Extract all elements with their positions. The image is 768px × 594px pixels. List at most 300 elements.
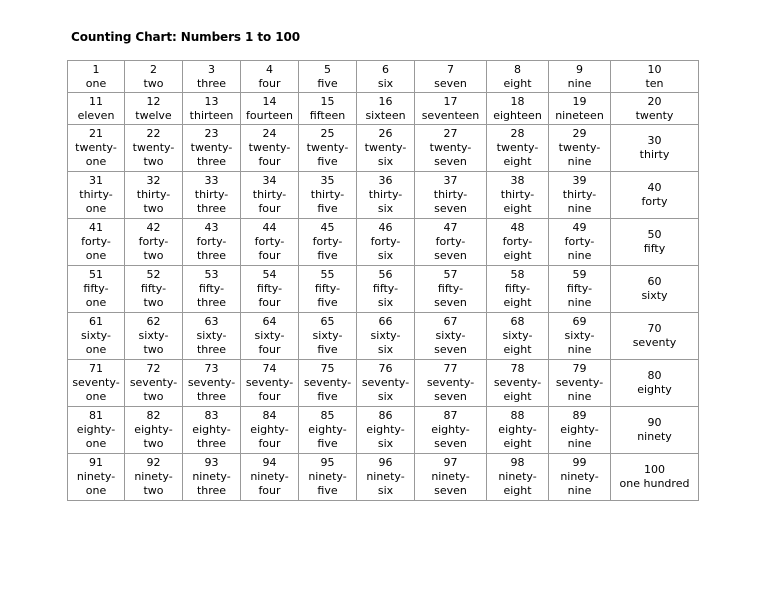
number-word: fifty bbox=[643, 242, 666, 255]
number-word: three bbox=[196, 484, 227, 497]
number-digit: 94 bbox=[262, 456, 277, 469]
number-word: eleven bbox=[77, 108, 115, 122]
number-cell bbox=[549, 360, 611, 407]
counting-chart bbox=[67, 60, 699, 501]
number-word: two bbox=[143, 343, 164, 356]
number-cell bbox=[487, 313, 549, 360]
number-word: eighty- bbox=[560, 423, 599, 436]
number-word: nine bbox=[567, 155, 592, 168]
number-cell bbox=[241, 313, 299, 360]
number-word: four bbox=[258, 390, 281, 403]
number-cell bbox=[487, 93, 549, 125]
number-digit: 30 bbox=[647, 134, 662, 147]
number-word: forty- bbox=[502, 235, 533, 248]
number-word: fifty- bbox=[372, 282, 399, 295]
number-word: nine bbox=[567, 484, 592, 497]
number-cell bbox=[415, 266, 487, 313]
number-digit: 88 bbox=[510, 409, 525, 422]
number-cell bbox=[241, 93, 299, 125]
number-digit: 21 bbox=[89, 127, 103, 140]
number-digit: 44 bbox=[262, 221, 277, 234]
number-word: eight bbox=[503, 202, 532, 215]
number-word: seventy- bbox=[129, 376, 178, 389]
number-word: eighty- bbox=[250, 423, 289, 436]
number-word: four bbox=[258, 296, 281, 309]
number-digit: 54 bbox=[262, 268, 277, 281]
number-word: five bbox=[317, 484, 338, 497]
number-word: twenty- bbox=[248, 141, 291, 154]
number-word: three bbox=[196, 155, 227, 168]
number-digit: 18 bbox=[510, 94, 525, 108]
number-word: eight bbox=[503, 76, 532, 90]
number-word: four bbox=[258, 484, 281, 497]
number-word: eighty- bbox=[192, 423, 231, 436]
number-digit: 72 bbox=[146, 362, 161, 375]
number-word: sixty bbox=[641, 289, 668, 302]
number-cell bbox=[125, 454, 183, 501]
number-word: forty- bbox=[435, 235, 466, 248]
number-word: fifteen bbox=[309, 108, 346, 122]
number-word: six bbox=[377, 249, 394, 262]
number-word: thirty- bbox=[500, 188, 535, 201]
number-cell bbox=[415, 61, 487, 93]
number-digit: 3 bbox=[208, 62, 215, 76]
number-word: sixty- bbox=[138, 329, 169, 342]
number-word: eight bbox=[503, 249, 532, 262]
number-cell bbox=[611, 313, 699, 360]
number-word: one bbox=[85, 484, 107, 497]
number-word: seven bbox=[434, 155, 467, 168]
number-digit: 99 bbox=[572, 456, 587, 469]
number-word: six bbox=[377, 155, 394, 168]
number-word: forty- bbox=[81, 235, 111, 248]
number-word: thirty- bbox=[562, 188, 597, 201]
number-cell bbox=[125, 219, 183, 266]
number-digit: 71 bbox=[89, 362, 103, 375]
number-word: four bbox=[258, 76, 281, 90]
number-cell bbox=[125, 407, 183, 454]
number-word: five bbox=[317, 76, 338, 90]
number-digit: 51 bbox=[89, 268, 103, 281]
number-cell bbox=[487, 125, 549, 172]
number-word: sixteen bbox=[365, 108, 406, 122]
number-cell bbox=[125, 172, 183, 219]
number-cell bbox=[183, 172, 241, 219]
number-cell bbox=[415, 219, 487, 266]
number-cell bbox=[415, 172, 487, 219]
number-word: twenty- bbox=[558, 141, 601, 154]
number-digit: 26 bbox=[378, 127, 393, 140]
number-cell bbox=[299, 219, 357, 266]
number-digit: 47 bbox=[443, 221, 458, 234]
number-cell bbox=[183, 454, 241, 501]
number-cell bbox=[241, 61, 299, 93]
number-word: sixty- bbox=[564, 329, 595, 342]
number-cell bbox=[183, 313, 241, 360]
number-digit: 92 bbox=[146, 456, 161, 469]
number-digit: 61 bbox=[89, 315, 103, 328]
number-word: seven bbox=[434, 484, 467, 497]
number-digit: 1 bbox=[92, 62, 100, 76]
number-word: one bbox=[85, 343, 107, 356]
number-digit: 11 bbox=[89, 94, 103, 108]
number-word: eighty- bbox=[134, 423, 173, 436]
number-word: six bbox=[377, 484, 394, 497]
number-word: thirty- bbox=[136, 188, 171, 201]
number-word: forty- bbox=[196, 235, 227, 248]
number-word: seventy- bbox=[426, 376, 475, 389]
number-digit: 24 bbox=[262, 127, 277, 140]
number-word: two bbox=[143, 202, 164, 215]
number-digit: 73 bbox=[204, 362, 219, 375]
number-digit: 43 bbox=[204, 221, 219, 234]
number-cell bbox=[357, 407, 415, 454]
number-cell bbox=[68, 61, 125, 93]
number-word: four bbox=[258, 249, 281, 262]
number-cell bbox=[611, 360, 699, 407]
number-cell bbox=[487, 172, 549, 219]
number-word: three bbox=[196, 390, 227, 403]
number-cell bbox=[183, 266, 241, 313]
number-cell bbox=[68, 360, 125, 407]
number-word: four bbox=[258, 202, 281, 215]
number-word: nine bbox=[567, 343, 592, 356]
number-cell bbox=[549, 172, 611, 219]
chart-row bbox=[68, 93, 699, 125]
number-word: one hundred bbox=[619, 477, 690, 490]
chart-row bbox=[68, 360, 699, 407]
number-cell bbox=[549, 266, 611, 313]
number-digit: 32 bbox=[146, 174, 161, 187]
number-word: nine bbox=[567, 437, 592, 450]
number-digit: 55 bbox=[320, 268, 335, 281]
number-word: ninety- bbox=[431, 470, 470, 483]
number-word: sixty- bbox=[254, 329, 285, 342]
number-cell bbox=[415, 407, 487, 454]
number-word: forty- bbox=[138, 235, 169, 248]
number-word: twenty- bbox=[132, 141, 175, 154]
number-cell bbox=[549, 125, 611, 172]
number-cell bbox=[125, 266, 183, 313]
number-cell bbox=[183, 219, 241, 266]
number-word: thirty bbox=[639, 148, 670, 161]
number-cell bbox=[299, 313, 357, 360]
number-digit: 12 bbox=[146, 94, 161, 108]
number-digit: 82 bbox=[146, 409, 161, 422]
number-word: eighty- bbox=[498, 423, 537, 436]
number-digit: 63 bbox=[204, 315, 219, 328]
number-digit: 60 bbox=[647, 275, 662, 288]
number-digit: 81 bbox=[89, 409, 103, 422]
number-word: seven bbox=[434, 296, 467, 309]
number-word: ninety bbox=[637, 430, 672, 443]
number-digit: 29 bbox=[572, 127, 587, 140]
chart-row bbox=[68, 313, 699, 360]
number-word: one bbox=[85, 202, 107, 215]
number-cell bbox=[611, 454, 699, 501]
number-word: ten bbox=[645, 76, 664, 90]
number-word: five bbox=[317, 296, 338, 309]
number-word: ninety- bbox=[498, 470, 537, 483]
number-digit: 98 bbox=[510, 456, 525, 469]
number-word: thirty- bbox=[368, 188, 403, 201]
number-digit: 65 bbox=[320, 315, 335, 328]
number-word: six bbox=[377, 343, 394, 356]
number-cell bbox=[415, 93, 487, 125]
number-word: twelve bbox=[135, 108, 172, 122]
number-digit: 36 bbox=[378, 174, 393, 187]
number-digit: 87 bbox=[443, 409, 458, 422]
number-word: nine bbox=[567, 390, 592, 403]
number-digit: 15 bbox=[320, 94, 335, 108]
number-word: sixty- bbox=[502, 329, 533, 342]
number-word: twenty- bbox=[306, 141, 349, 154]
number-word: forty- bbox=[254, 235, 285, 248]
number-digit: 78 bbox=[510, 362, 525, 375]
number-digit: 37 bbox=[443, 174, 458, 187]
number-digit: 62 bbox=[146, 315, 161, 328]
number-cell bbox=[299, 454, 357, 501]
chart-row bbox=[68, 219, 699, 266]
number-word: three bbox=[196, 437, 227, 450]
number-word: twenty- bbox=[75, 141, 117, 154]
number-cell bbox=[487, 266, 549, 313]
number-word: one bbox=[85, 76, 107, 90]
number-digit: 95 bbox=[320, 456, 335, 469]
number-word: nine bbox=[567, 76, 592, 90]
number-word: eighteen bbox=[493, 108, 542, 122]
number-cell bbox=[611, 172, 699, 219]
number-cell bbox=[611, 219, 699, 266]
number-word: seventy- bbox=[187, 376, 236, 389]
number-word: six bbox=[377, 390, 394, 403]
number-word: two bbox=[143, 484, 164, 497]
number-cell bbox=[241, 407, 299, 454]
number-word: seven bbox=[434, 202, 467, 215]
number-word: ninety- bbox=[134, 470, 173, 483]
number-word: three bbox=[196, 76, 227, 90]
number-word: seventy- bbox=[493, 376, 542, 389]
chart-row bbox=[68, 266, 699, 313]
number-cell bbox=[357, 219, 415, 266]
number-word: forty- bbox=[564, 235, 595, 248]
number-cell bbox=[241, 172, 299, 219]
number-cell bbox=[68, 266, 125, 313]
number-cell bbox=[68, 219, 125, 266]
number-cell bbox=[611, 266, 699, 313]
number-digit: 9 bbox=[576, 62, 583, 76]
number-word: five bbox=[317, 437, 338, 450]
number-digit: 96 bbox=[378, 456, 393, 469]
number-digit: 64 bbox=[262, 315, 277, 328]
number-cell bbox=[68, 125, 125, 172]
number-digit: 84 bbox=[262, 409, 277, 422]
number-digit: 34 bbox=[262, 174, 277, 187]
number-word: seventy- bbox=[72, 376, 120, 389]
number-cell bbox=[415, 125, 487, 172]
number-digit: 13 bbox=[204, 94, 219, 108]
number-word: one bbox=[85, 437, 107, 450]
number-word: ninety- bbox=[250, 470, 289, 483]
chart-row bbox=[68, 61, 699, 93]
number-word: fifty- bbox=[198, 282, 225, 295]
number-word: three bbox=[196, 296, 227, 309]
number-cell bbox=[125, 125, 183, 172]
number-cell bbox=[299, 172, 357, 219]
number-digit: 19 bbox=[572, 94, 587, 108]
number-cell bbox=[357, 125, 415, 172]
number-word: forty- bbox=[370, 235, 401, 248]
number-word: eight bbox=[503, 296, 532, 309]
number-digit: 17 bbox=[443, 94, 458, 108]
number-cell bbox=[125, 61, 183, 93]
number-word: three bbox=[196, 202, 227, 215]
number-digit: 56 bbox=[378, 268, 393, 281]
number-word: five bbox=[317, 390, 338, 403]
number-word: eighty- bbox=[431, 423, 470, 436]
number-word: twenty- bbox=[364, 141, 407, 154]
number-cell bbox=[611, 125, 699, 172]
number-word: seven bbox=[434, 437, 467, 450]
number-cell bbox=[68, 407, 125, 454]
number-digit: 80 bbox=[647, 369, 662, 382]
number-digit: 74 bbox=[262, 362, 277, 375]
number-cell bbox=[125, 93, 183, 125]
number-word: five bbox=[317, 343, 338, 356]
number-word: four bbox=[258, 343, 281, 356]
number-word: two bbox=[143, 249, 164, 262]
number-digit: 57 bbox=[443, 268, 458, 281]
number-word: ninety- bbox=[560, 470, 599, 483]
number-cell bbox=[357, 360, 415, 407]
number-word: sixty- bbox=[196, 329, 227, 342]
number-cell bbox=[415, 313, 487, 360]
number-word: eighty- bbox=[76, 423, 116, 436]
number-digit: 45 bbox=[320, 221, 335, 234]
number-digit: 97 bbox=[443, 456, 458, 469]
number-word: one bbox=[85, 155, 107, 168]
number-digit: 79 bbox=[572, 362, 587, 375]
number-digit: 53 bbox=[204, 268, 219, 281]
number-word: sixty- bbox=[370, 329, 401, 342]
number-word: fifty- bbox=[256, 282, 283, 295]
number-word: thirty- bbox=[433, 188, 468, 201]
number-digit: 4 bbox=[266, 62, 273, 76]
number-word: two bbox=[143, 390, 164, 403]
number-digit: 2 bbox=[150, 62, 157, 76]
number-digit: 27 bbox=[443, 127, 458, 140]
number-digit: 70 bbox=[647, 322, 662, 335]
number-word: nine bbox=[567, 202, 592, 215]
number-digit: 41 bbox=[89, 221, 103, 234]
number-word: six bbox=[377, 296, 394, 309]
number-word: one bbox=[85, 390, 107, 403]
number-cell bbox=[299, 266, 357, 313]
chart-row bbox=[68, 407, 699, 454]
number-word: fifty- bbox=[140, 282, 167, 295]
number-digit: 50 bbox=[647, 228, 662, 241]
chart-row bbox=[68, 125, 699, 172]
number-cell bbox=[183, 93, 241, 125]
number-word: forty- bbox=[312, 235, 343, 248]
number-word: forty bbox=[641, 195, 668, 208]
number-word: fifty- bbox=[504, 282, 531, 295]
number-word: seventy bbox=[632, 336, 677, 349]
number-digit: 52 bbox=[146, 268, 161, 281]
number-cell bbox=[357, 313, 415, 360]
number-word: fifty- bbox=[314, 282, 341, 295]
number-cell bbox=[357, 266, 415, 313]
number-word: seventy- bbox=[303, 376, 352, 389]
number-cell bbox=[487, 454, 549, 501]
number-cell bbox=[241, 219, 299, 266]
number-cell bbox=[357, 172, 415, 219]
number-word: eight bbox=[503, 390, 532, 403]
number-digit: 93 bbox=[204, 456, 219, 469]
number-word: seven bbox=[434, 76, 467, 90]
number-digit: 77 bbox=[443, 362, 458, 375]
number-digit: 89 bbox=[572, 409, 587, 422]
page-title: Counting Chart: Numbers 1 to 100 bbox=[71, 30, 300, 44]
number-cell bbox=[611, 93, 699, 125]
number-digit: 100 bbox=[644, 463, 665, 476]
number-word: fifty- bbox=[437, 282, 464, 295]
number-digit: 5 bbox=[324, 62, 331, 76]
number-cell bbox=[549, 61, 611, 93]
number-digit: 67 bbox=[443, 315, 458, 328]
number-word: ninety- bbox=[308, 470, 347, 483]
number-word: four bbox=[258, 155, 281, 168]
number-word: one bbox=[85, 249, 107, 262]
number-word: seven bbox=[434, 343, 467, 356]
number-digit: 8 bbox=[514, 62, 521, 76]
number-word: thirty- bbox=[79, 188, 113, 201]
number-digit: 22 bbox=[146, 127, 161, 140]
number-cell bbox=[357, 93, 415, 125]
number-word: four bbox=[258, 437, 281, 450]
chart-row bbox=[68, 172, 699, 219]
number-cell bbox=[549, 313, 611, 360]
number-digit: 76 bbox=[378, 362, 393, 375]
number-digit: 86 bbox=[378, 409, 393, 422]
number-cell bbox=[611, 61, 699, 93]
number-digit: 25 bbox=[320, 127, 335, 140]
number-digit: 69 bbox=[572, 315, 587, 328]
number-cell bbox=[183, 61, 241, 93]
number-word: twenty- bbox=[429, 141, 472, 154]
number-word: thirty- bbox=[310, 188, 345, 201]
chart-row bbox=[68, 454, 699, 501]
number-digit: 33 bbox=[204, 174, 219, 187]
number-word: sixty- bbox=[81, 329, 111, 342]
number-cell bbox=[183, 407, 241, 454]
number-word: five bbox=[317, 155, 338, 168]
number-cell bbox=[487, 61, 549, 93]
number-word: two bbox=[143, 296, 164, 309]
number-cell bbox=[241, 266, 299, 313]
number-word: thirteen bbox=[189, 108, 234, 122]
number-cell bbox=[549, 407, 611, 454]
number-cell bbox=[241, 454, 299, 501]
number-cell bbox=[241, 360, 299, 407]
number-word: six bbox=[377, 76, 394, 90]
number-digit: 90 bbox=[647, 416, 662, 429]
number-word: seventy- bbox=[555, 376, 604, 389]
number-word: seventy- bbox=[245, 376, 294, 389]
number-word: two bbox=[143, 76, 164, 90]
number-digit: 42 bbox=[146, 221, 161, 234]
number-cell bbox=[125, 360, 183, 407]
